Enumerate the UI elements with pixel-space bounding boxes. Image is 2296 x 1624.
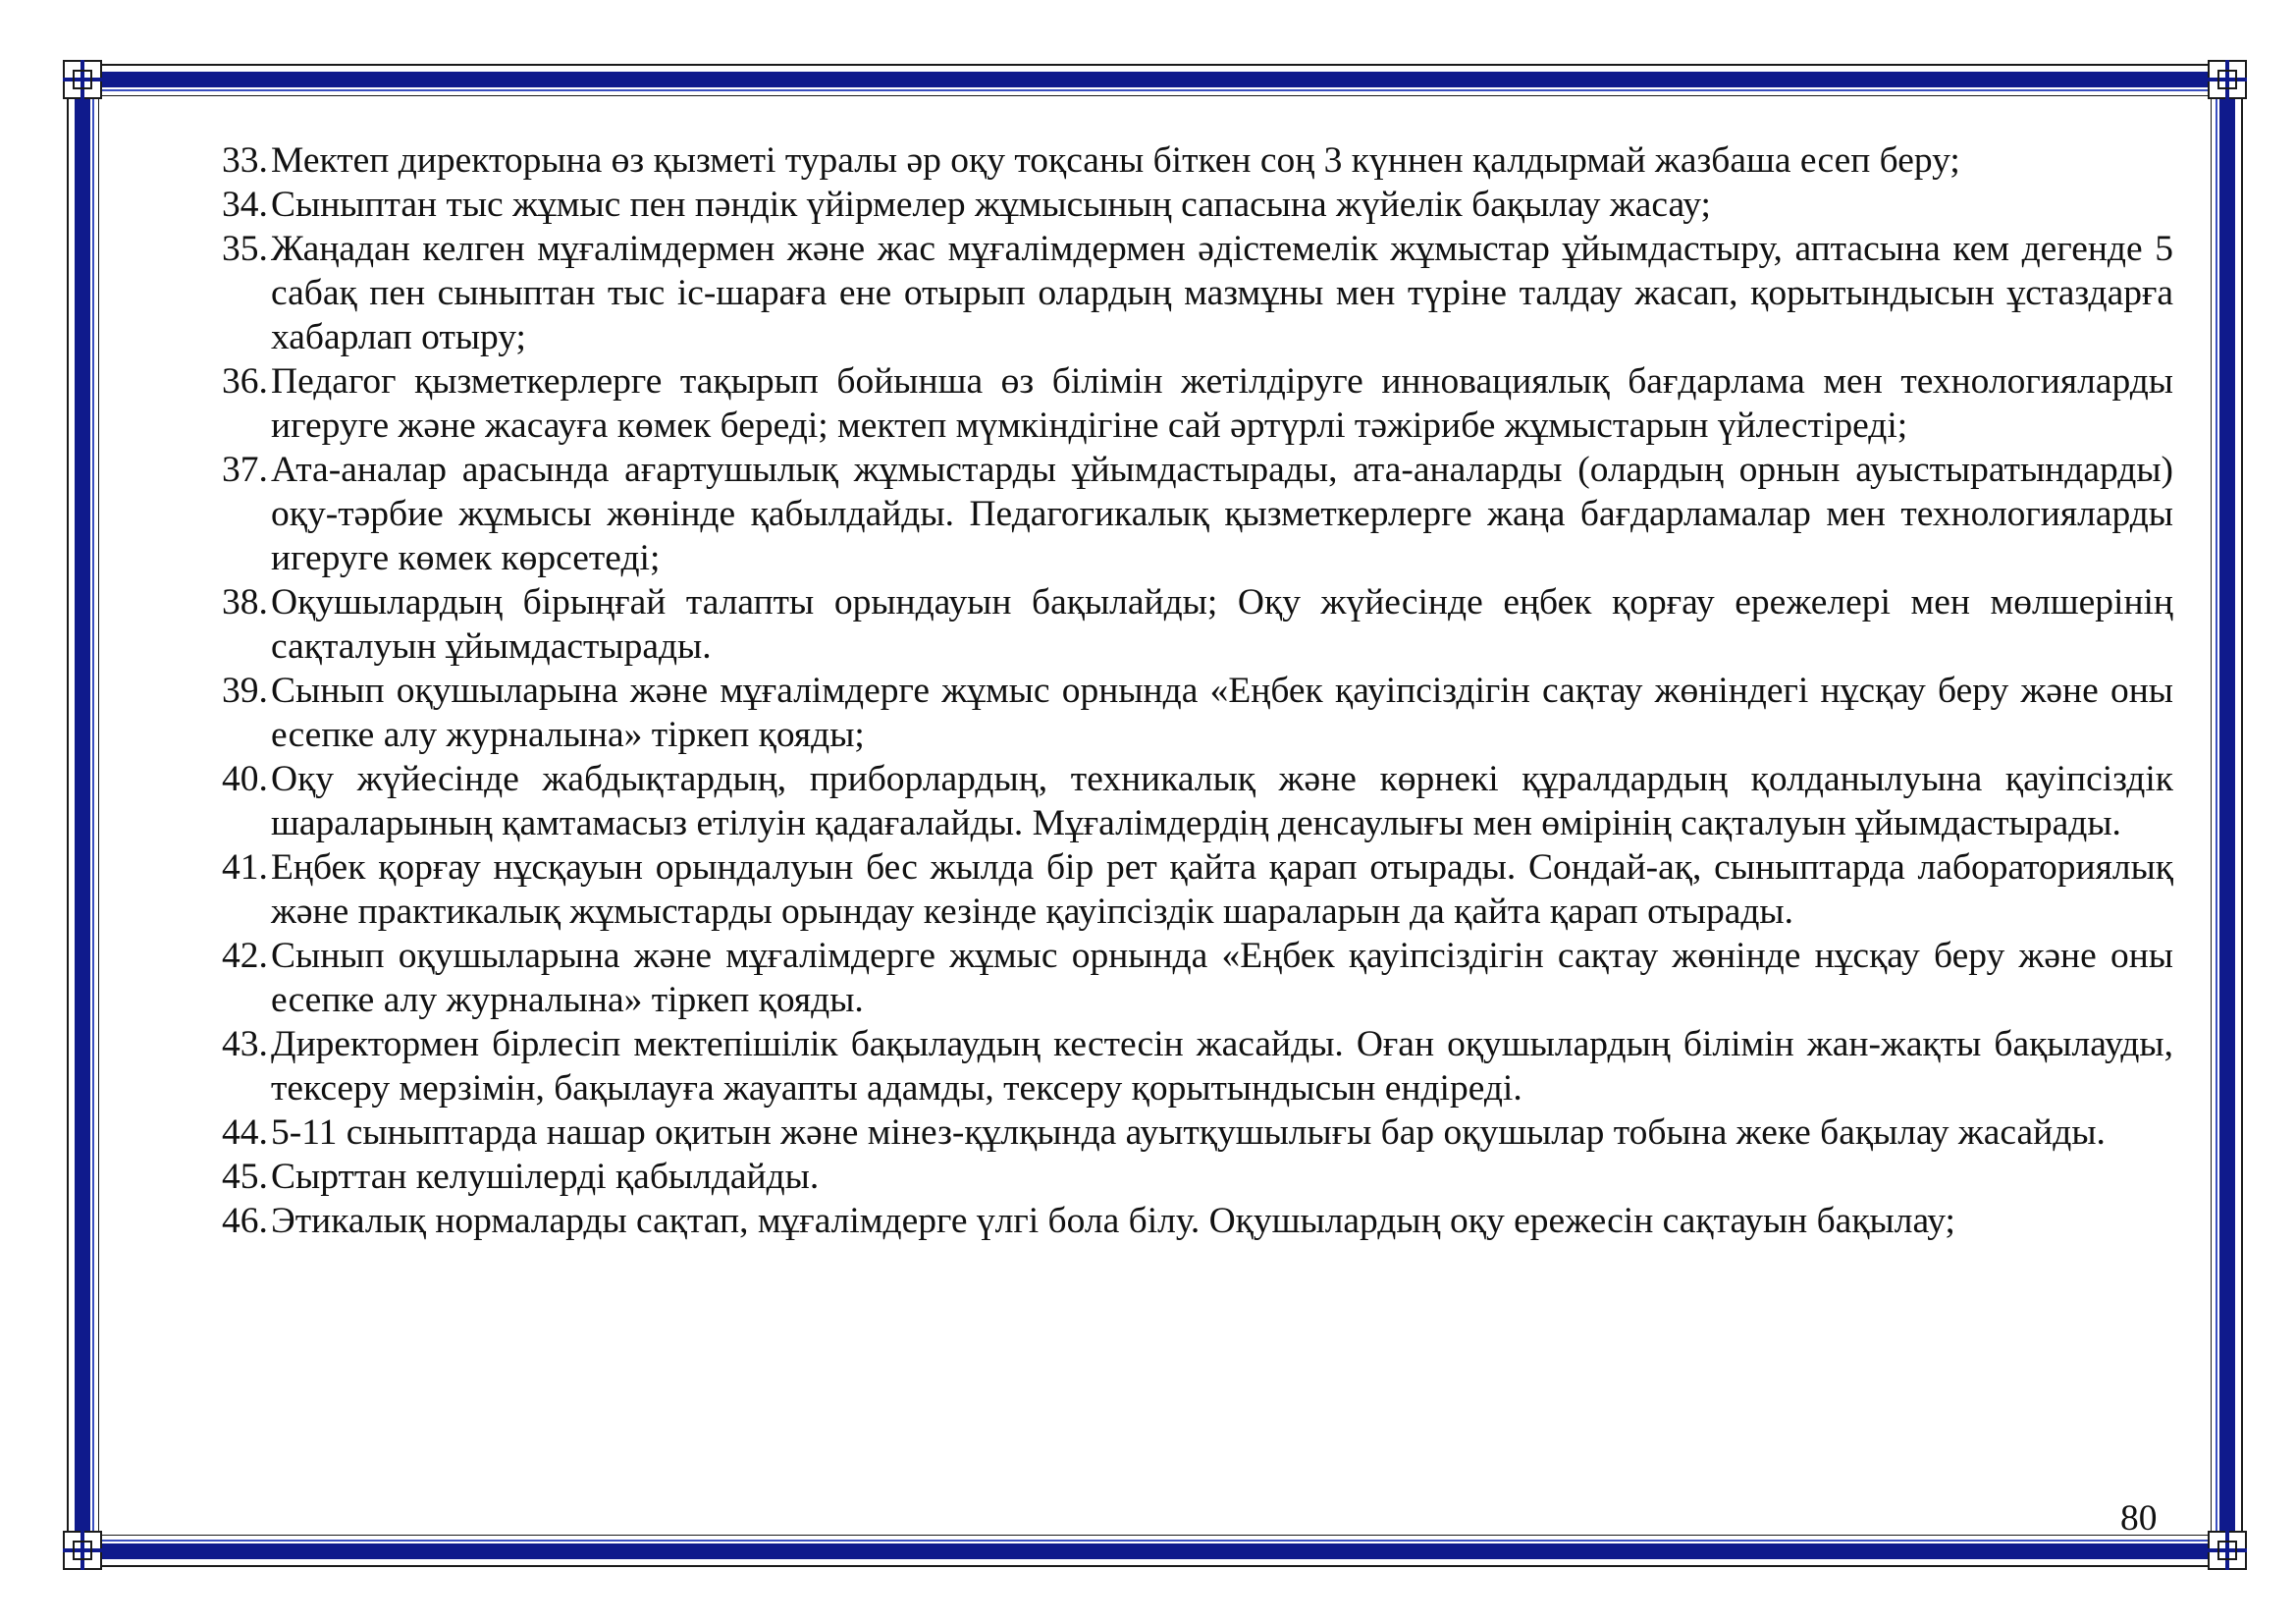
frame-corner-top-left bbox=[63, 60, 102, 99]
list-item bbox=[222, 934, 2173, 1022]
frame-corner-bottom-left bbox=[63, 1531, 102, 1570]
list-item-number: 38. bbox=[222, 582, 268, 623]
duties-list bbox=[222, 138, 2173, 1243]
list-item-text: Этикалық нормаларды сақтап, мұғалімдерге үлгі бола білу. Оқушылардың оқу ережесін сақтауын бақылау; bbox=[271, 1201, 1955, 1241]
frame-corner-top-right bbox=[2208, 60, 2247, 99]
list-item-text: Педагог қызметкерлерге тақырып бойынша өз білімін жетілдіруге инновациялық бағдарлама мен технологияларды игеруге және жасауға көмек береді; мектеп мүмкіндігіне сай әртүрлі тәжірибе жұмыстарын үйлестіреді; bbox=[271, 361, 2173, 446]
list-item-text: Сырттан келушілерді қабылдайды. bbox=[271, 1157, 820, 1197]
list-item bbox=[222, 448, 2173, 580]
list-item-text: Сыныптан тыс жұмыс пен пәндік үйірмелер жұмысының сапасына жүйелік бақылау жасау; bbox=[271, 185, 1711, 225]
list-item bbox=[222, 757, 2173, 845]
list-item-text: Оқушылардың бірыңғай талапты орындауын бақылайды; Оқу жүйесінде еңбек қорғау ережелері мен мөлшерінің сақталуын ұйымдастырады. bbox=[271, 582, 2173, 667]
list-item bbox=[222, 1199, 2173, 1243]
list-item bbox=[222, 1155, 2173, 1199]
list-item bbox=[222, 845, 2173, 934]
frame-corner-bottom-right bbox=[2208, 1531, 2247, 1570]
list-item bbox=[222, 1110, 2173, 1155]
list-item-number: 39. bbox=[222, 671, 268, 711]
list-item-text: Директормен бірлесіп мектепішілік бақылаудың кестесін жасайды. Оған оқушылардың білімін жан-жақты бақылауды, тексеру мерзімін, бақылауға жауапты адамды, тексеру қорытындысын ендіреді. bbox=[271, 1024, 2173, 1109]
page-number: 80 bbox=[2120, 1498, 2158, 1539]
list-item-number: 40. bbox=[222, 759, 268, 799]
list-item-text: Еңбек қорғау нұсқауын орындалуын бес жылда бір рет қайта қарап отырады. Сондай-ақ, сыныптарда лабораториялық және практикалық жұмыстарды орындау кезінде қауіпсіздік шараларын да қайта қарап отырады. bbox=[271, 847, 2173, 932]
list-item bbox=[222, 359, 2173, 448]
list-item-text: Оқу жүйесінде жабдықтардың, приборлардың, техникалық және көрнекі құралдардың қолданылуына қауіпсіздік шараларының қамтамасыз етілуін қадағалайды. Мұғалімдердің денсаулығы мен өмірінің сақталуын ұйымдастырады. bbox=[271, 759, 2173, 843]
list-item-number: 42. bbox=[222, 936, 268, 976]
list-item-text: Жаңадан келген мұғалімдермен және жас мұғалімдермен әдістемелік жұмыстар ұйымдастыру, аптасына кем дегенде 5 сабақ пен сыныптан тыс іс-шараға ене отырып олардың мазмұны мен түріне талдау жасап, қорытындысын ұстаздарға хабарлап отыру; bbox=[271, 229, 2173, 357]
list-item-number: 41. bbox=[222, 847, 268, 888]
list-item bbox=[222, 227, 2173, 359]
list-item-number: 43. bbox=[222, 1024, 268, 1064]
list-item bbox=[222, 1022, 2173, 1110]
list-item-number: 33. bbox=[222, 140, 268, 181]
list-item-number: 37. bbox=[222, 450, 268, 490]
list-item bbox=[222, 669, 2173, 757]
list-item-text: Мектеп директорына өз қызметі туралы әр оқу тоқсаны біткен соң 3 күннен қалдырмай жазбаша есеп беру; bbox=[271, 140, 1960, 181]
list-item-number: 45. bbox=[222, 1157, 268, 1197]
list-item-number: 46. bbox=[222, 1201, 268, 1241]
list-item bbox=[222, 580, 2173, 669]
list-item-text: Сынып оқушыларына және мұғалімдерге жұмыс орнында «Еңбек қауіпсіздігін сақтау жөніндегі нұсқау беру және оны есепке алу журналына» тіркеп қояды; bbox=[271, 671, 2173, 755]
list-item-text: Ата-аналар арасында ағартушылық жұмыстарды ұйымдастырады, ата-аналарды (олардың орнын ауыстыратындарды) оқу-тәрбие жұмысы жөнінде қабылдайды. Педагогикалық қызметкерлерге жаңа бағдарламалар мен технологияларды игеруге көмек көрсетеді; bbox=[271, 450, 2173, 578]
list-item-number: 35. bbox=[222, 229, 268, 269]
list-item bbox=[222, 138, 2173, 183]
list-item bbox=[222, 183, 2173, 227]
list-item-number: 36. bbox=[222, 361, 268, 402]
list-item-text: Сынып оқушыларына және мұғалімдерге жұмыс орнында «Еңбек қауіпсіздігін сақтау жөнінде нұсқау беру және оны есепке алу журналына» тіркеп қояды. bbox=[271, 936, 2173, 1020]
list-item-text: 5-11 сыныптарда нашар оқитын және мінез-құлқында ауытқушылығы бар оқушылар тобына жеке бақылау жасайды. bbox=[271, 1112, 2106, 1153]
list-item-number: 44. bbox=[222, 1112, 268, 1153]
list-item-number: 34. bbox=[222, 185, 268, 225]
